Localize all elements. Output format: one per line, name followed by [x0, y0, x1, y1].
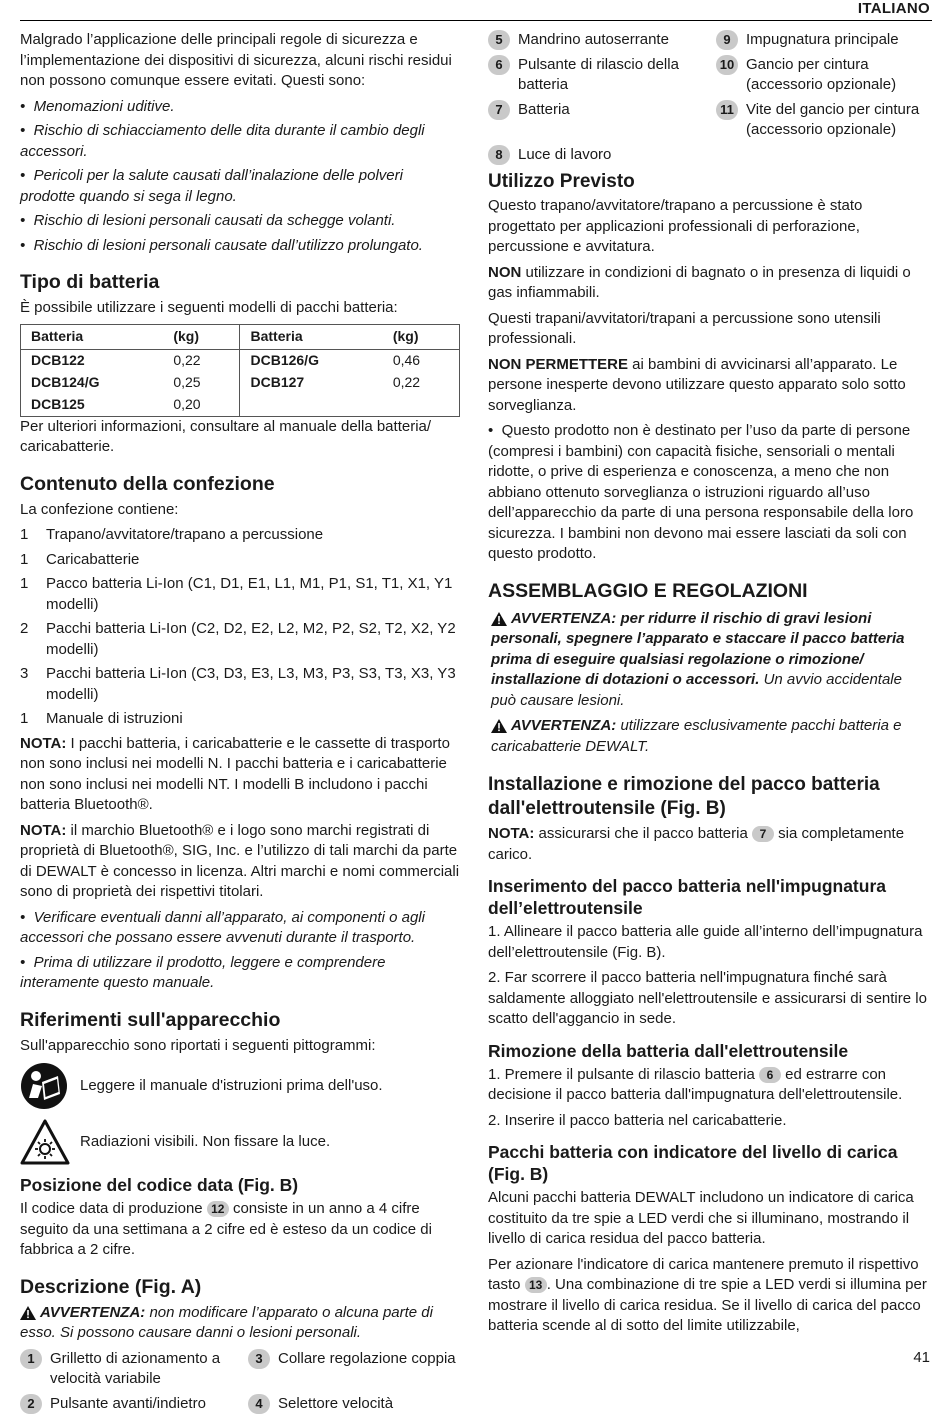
- callout-12: 12: [207, 1201, 229, 1217]
- datecode-heading: Posizione del codice data (Fig. B): [20, 1174, 462, 1196]
- part-number: 4: [248, 1394, 270, 1414]
- part-item: [716, 100, 930, 141]
- part-number: 3: [248, 1349, 270, 1369]
- use-p3: Questi trapani/avvitatori/trapani a percussione sono utensili professionali.: [488, 309, 930, 350]
- check-list: [20, 908, 462, 994]
- contents-item: [20, 709, 462, 730]
- pictogram-radiation: [20, 1118, 462, 1166]
- part-number: 1: [20, 1349, 42, 1369]
- part-label: Collare regolazione coppia: [278, 1349, 462, 1390]
- part-label: Batteria: [518, 100, 716, 141]
- battery-table-cell: [383, 394, 460, 417]
- markings-intro: Sull'apparecchio sono riportati i seguenti pittogrammi:: [20, 1036, 462, 1057]
- battery-table-cell: DCB125: [21, 394, 164, 417]
- part-item: [248, 1394, 462, 1415]
- remove-step-2: 2. Inserire il pacco batteria nel caricabatterie.: [488, 1111, 930, 1132]
- note-bluetooth: NOTA: il marchio Bluetooth® e i logo sono marchi registrati di proprietà di Bluetooth®, SIG, Inc. e l’utilizzo di tali marchi da parte di DEWALT è concesso in licenza. Altri marchi e nomi commerciali sono di proprietà dei rispettivi titolari.: [20, 821, 462, 903]
- pictogram-manual: [20, 1062, 462, 1110]
- part-label: Grilletto di azionamento a velocità variabile: [50, 1349, 248, 1390]
- datecode-text: Il codice data di produzione 12 consiste in un anno a 4 cifre seguito da una settimana a 2 cifre ed è esteso da un codice di fabbrica a 2 cifre.: [20, 1199, 462, 1261]
- contents-label: Pacchi batteria Li-Ion (C2, D2, E2, L2, M2, P2, S2, T2, X2, Y2 modelli): [46, 619, 462, 660]
- risk-item: • Rischio di lesioni personali causate dall’utilizzo prolungato.: [20, 236, 462, 257]
- contents-item: [20, 619, 462, 660]
- insert-heading: Inserimento del pacco batteria nell'impugnatura dell’elettroutensile: [488, 875, 930, 919]
- contents-qty: 1: [20, 525, 46, 546]
- part-number: 6: [488, 55, 510, 75]
- battery-table-cell: 0,46: [383, 349, 460, 372]
- contents-item: [20, 574, 462, 615]
- check-item: • Verificare eventuali danni all’apparato, ai componenti o agli accessori che possano essere avvenuti durante il trasporto.: [20, 908, 462, 949]
- assembly-heading: ASSEMBLAGGIO E REGOLAZIONI: [488, 579, 930, 603]
- use-bullet: • Questo prodotto non è destinato per l’uso da parte di persone (compresi i bambini) con capacità fisiche, sensoriali o mentali ridotte, o prive di esperienza e conoscenza, a meno che non abbiano ottenuto sorveglianza o istruzioni riguardo all’uso dell’apparecchio da parte di una persona responsabile della loro sicurezza. I bambini non devono mai essere lasciati da soli con questo prodotto.: [488, 421, 930, 565]
- callout-7: 7: [752, 826, 774, 842]
- battery-table-row: [21, 349, 460, 372]
- contents-qty: 3: [20, 664, 46, 705]
- page-header: [20, 0, 932, 21]
- battery-table-header-cell: (kg): [383, 324, 460, 349]
- fuel-p1: Alcuni pacchi batteria DEWALT includono un indicatore di carica costituito da tre spie a LED verdi che si illuminano, mostrando il livello di carica residua del pacco batteria.: [488, 1188, 930, 1250]
- warning-icon: [491, 719, 507, 733]
- battery-note: Per ulteriori informazioni, consultare al manuale della batteria/ caricabatterie.: [20, 417, 462, 458]
- part-number: 7: [488, 100, 510, 120]
- install-heading: Installazione e rimozione del pacco batteria dall'elettroutensile (Fig. B): [488, 773, 930, 821]
- warning-icon: [491, 612, 507, 626]
- visible-radiation-icon: [20, 1118, 72, 1166]
- contents-qty: 1: [20, 574, 46, 615]
- battery-table-cell: 0,22: [383, 372, 460, 394]
- part-item: [488, 100, 716, 141]
- battery-table-cell: 0,20: [163, 394, 240, 417]
- page-number: 41: [913, 1349, 930, 1366]
- insert-steps: [488, 922, 930, 1030]
- contents-label: Trapano/avvitatore/trapano a percussione: [46, 525, 323, 546]
- check-item: • Prima di utilizzare il prodotto, leggere e comprendere interamente questo manuale.: [20, 953, 462, 994]
- pictogram-manual-text: Leggere il manuale d'istruzioni prima dell'uso.: [80, 1076, 383, 1097]
- description-warning: AVVERTENZA: non modificare l’apparato o alcuna parte di esso. Si possono causare danni o lesioni personali.: [20, 1303, 462, 1344]
- contents-heading: Contenuto della confezione: [20, 472, 462, 496]
- contents-list: [20, 525, 462, 730]
- parts-list-right: [488, 30, 930, 169]
- insert-step: 2. Far scorrere il pacco batteria nell'impugnatura finché sarà saldamente alloggiato nell'elettroutensile e assicurarsi di sentire lo scatto dell'aggancio in sede.: [488, 968, 930, 1030]
- warning-icon: [20, 1306, 36, 1320]
- battery-table-cell: DCB126/G: [240, 349, 383, 372]
- part-number: 11: [716, 100, 738, 120]
- remove-step-1: 1. Premere il pulsante di rilascio batteria 6 ed estrarre con decisione il pacco batteria dall'impugnatura dell'elettroutensile.: [488, 1065, 930, 1106]
- part-item: [488, 145, 716, 166]
- callout-6: 6: [759, 1067, 781, 1083]
- battery-table-cell: 0,25: [163, 372, 240, 394]
- residual-risk-intro: Malgrado l’applicazione delle principali regole di sicurezza e l’implementazione dei dispositivi di sicurezza, alcuni rischi residui non possono comunque essere evitati. Questi sono:: [20, 30, 462, 92]
- description-heading: Descrizione (Fig. A): [20, 1275, 462, 1299]
- use-p1: Questo trapano/avvitatore/trapano a percussione è stato progettato per applicazioni professionali di perforazione, percussione e avvitatura.: [488, 196, 930, 258]
- contents-item: [20, 664, 462, 705]
- contents-qty: 1: [20, 550, 46, 571]
- part-label: Gancio per cintura (accessorio opzionale): [746, 55, 930, 96]
- contents-qty: 1: [20, 709, 46, 730]
- part-item: [20, 1394, 248, 1415]
- contents-item: [20, 525, 462, 546]
- part-number: 8: [488, 145, 510, 165]
- part-number: 9: [716, 30, 738, 50]
- contents-label: Pacchi batteria Li-Ion (C3, D3, E3, L3, M3, P3, S3, T3, X3, Y3 modelli): [46, 664, 462, 705]
- part-label: Mandrino autoserrante: [518, 30, 716, 51]
- part-item: [716, 30, 930, 51]
- risk-item: • Rischio di schiacciamento delle dita durante il cambio degli accessori.: [20, 121, 462, 162]
- part-label: Pulsante avanti/indietro: [50, 1394, 248, 1415]
- battery-table-header-cell: (kg): [163, 324, 240, 349]
- battery-intro: È possibile utilizzare i seguenti modelli di pacchi batteria:: [20, 298, 462, 319]
- risk-item: • Pericoli per la salute causati dall’inalazione delle polveri prodotte quando si sega il legno.: [20, 166, 462, 207]
- battery-table-header-cell: Batteria: [21, 324, 164, 349]
- contents-label: Caricabatterie: [46, 550, 139, 571]
- part-item: [716, 55, 930, 96]
- battery-table-cell: DCB127: [240, 372, 383, 394]
- install-note: NOTA: assicurarsi che il pacco batteria 7 sia completamente carico.: [488, 824, 930, 865]
- note-models: NOTA: I pacchi batteria, i caricabatterie e le cassette di trasporto non sono inclusi nei modelli N. I pacchi batteria e i caricabatterie non sono inclusi nei modelli NT. I modelli B includono i pacchi batteria Bluetooth®.: [20, 734, 462, 816]
- battery-table-row: [21, 372, 460, 394]
- battery-table: [20, 324, 460, 417]
- part-number: 2: [20, 1394, 42, 1414]
- pictogram-radiation-text: Radiazioni visibili. Non fissare la luce.: [80, 1132, 330, 1153]
- part-item: [20, 1349, 248, 1390]
- right-column: [488, 30, 930, 1342]
- risk-item: • Menomazioni uditive.: [20, 97, 462, 118]
- use-p2: NON utilizzare in condizioni di bagnato o in presenza di liquidi o gas infiammabili.: [488, 263, 930, 304]
- remove-heading: Rimozione della batteria dall'elettroutensile: [488, 1040, 930, 1062]
- battery-type-heading: Tipo di batteria: [20, 270, 462, 294]
- part-item: [248, 1349, 462, 1390]
- battery-table-cell: DCB124/G: [21, 372, 164, 394]
- fuel-gauge-heading: Pacchi batteria con indicatore del livello di carica (Fig. B): [488, 1141, 930, 1185]
- battery-table-cell: [240, 394, 383, 417]
- battery-table-header: [21, 324, 460, 349]
- part-item: [488, 55, 716, 96]
- risk-list: [20, 97, 462, 257]
- contents-qty: 2: [20, 619, 46, 660]
- callout-13: 13: [525, 1277, 547, 1293]
- part-label: Pulsante di rilascio della batteria: [518, 55, 716, 96]
- language-label: ITALIANO: [858, 0, 930, 17]
- part-label: Luce di lavoro: [518, 145, 716, 166]
- battery-table-row: [21, 394, 460, 417]
- risk-item: • Rischio di lesioni personali causati da schegge volanti.: [20, 211, 462, 232]
- fuel-p2: Per azionare l'indicatore di carica mantenere premuto il rispettivo tasto 13 . Una combinazione di tre spie a LED verdi si illumina per mostrare il livello di carica residua. Se il livello di carica del pacco batteria scende al di sotto del limite utilizzabile,: [488, 1255, 930, 1337]
- part-number: 10: [716, 55, 738, 75]
- left-column: [20, 30, 462, 1418]
- read-manual-icon: [20, 1062, 72, 1110]
- part-label: Selettore velocità: [278, 1394, 462, 1415]
- contents-label: Pacco batteria Li-Ion (C1, D1, E1, L1, M1, P1, S1, T1, X1, Y1 modelli): [46, 574, 462, 615]
- contents-intro: La confezione contiene:: [20, 500, 462, 521]
- battery-table-header-cell: Batteria: [240, 324, 383, 349]
- assembly-warning-1: AVVERTENZA: per ridurre il rischio di gravi lesioni personali, spegnere l’apparato e staccare il pacco batteria prima di eseguire qualsiasi regolazione o rimozione/ installazione di dotazioni o accessori. Un avvio accidentale può causare lesioni.: [488, 609, 930, 712]
- part-number: 5: [488, 30, 510, 50]
- contents-label: Manuale di istruzioni: [46, 709, 183, 730]
- part-item: [488, 30, 716, 51]
- battery-table-cell: 0,22: [163, 349, 240, 372]
- markings-heading: Riferimenti sull'apparecchio: [20, 1008, 462, 1032]
- battery-table-cell: DCB122: [21, 349, 164, 372]
- contents-item: [20, 550, 462, 571]
- assembly-warning-2: AVVERTENZA: utilizzare esclusivamente pacchi batteria e caricabatterie DEWALT.: [488, 716, 930, 757]
- part-label: Impugnatura principale: [746, 30, 930, 51]
- part-label: Vite del gancio per cintura (accessorio opzionale): [746, 100, 930, 141]
- insert-step: 1. Allineare il pacco batteria alle guide all’interno dell’impugnatura dell’elettroutensile (Fig. B).: [488, 922, 930, 963]
- parts-list-left: [20, 1349, 462, 1418]
- intended-use-heading: Utilizzo Previsto: [488, 171, 930, 193]
- use-p4: NON PERMETTERE ai bambini di avvicinarsi all’apparato. Le persone inesperte devono utilizzare questo apparato solo sotto sorveglianza.: [488, 355, 930, 417]
